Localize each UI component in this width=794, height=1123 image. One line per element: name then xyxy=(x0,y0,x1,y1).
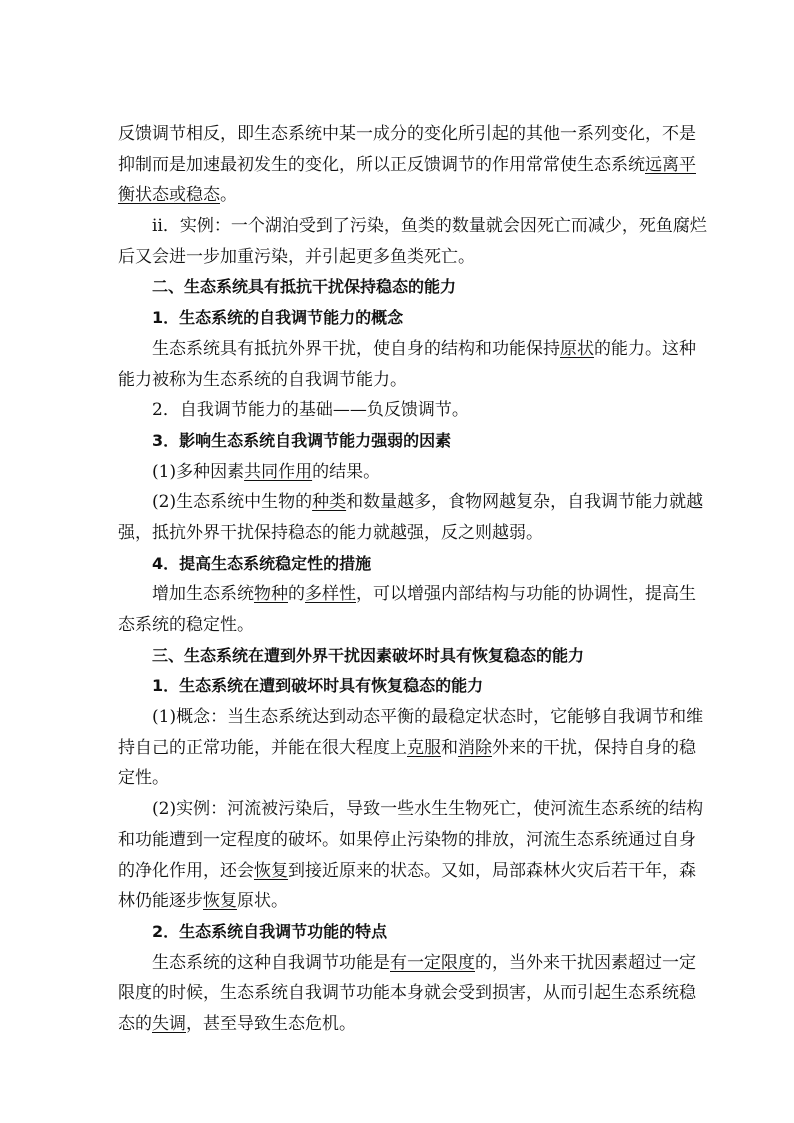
text-run: ⅱ．实例：一个湖泊受到了污染，鱼类的数量就会因死亡而减少，死鱼腐烂 xyxy=(152,216,707,237)
text-run: 。 xyxy=(220,185,237,206)
text-run: 的能力。这种 xyxy=(594,338,696,359)
text-run: 三、生态系统在遭到外界干扰因素破坏时具有恢复稳态的能力 xyxy=(152,645,585,665)
text-run: 二、生态系统具有抵抗干扰保持稳态的能力 xyxy=(152,277,457,297)
text-line xyxy=(118,518,676,549)
underlined-term: 恢复 xyxy=(203,891,237,912)
section-heading xyxy=(118,303,676,334)
text-run: 能力被称为生态系统的自我调节能力。 xyxy=(118,369,407,390)
text-run: 4．提高生态系统稳定性的措施 xyxy=(152,553,372,573)
text-run: 增加生态系统 xyxy=(152,584,254,605)
section-heading xyxy=(118,549,676,580)
underlined-term: 衡状态或稳态 xyxy=(118,185,220,206)
text-line xyxy=(118,886,676,917)
text-run: 和数量越多，食物网越复杂，自我调节能力就越 xyxy=(346,492,704,513)
text-run: 的 xyxy=(288,584,305,605)
underlined-term: 克服 xyxy=(407,737,441,758)
text-run: 3．影响生态系统自我调节能力强弱的因素 xyxy=(152,430,452,450)
text-run: (1)多种因素 xyxy=(152,461,245,482)
text-run: 林仍能逐步 xyxy=(118,891,203,912)
text-line xyxy=(118,1009,676,1040)
text-line xyxy=(118,395,676,426)
text-line xyxy=(118,763,676,794)
text-line xyxy=(118,948,696,979)
text-run: (1)概念：当生态系统达到动态平衡的最稳定状态时，它能够自我调节和维 xyxy=(152,707,704,728)
text-run: 1．生态系统在遭到破坏时具有恢复稳态的能力 xyxy=(152,676,484,696)
underlined-term: 原状 xyxy=(560,338,594,359)
text-run: 反馈调节相反，即生态系统中某一成分的变化所引起的其他一系列变化，不是 xyxy=(118,124,696,144)
underlined-term: 远离平 xyxy=(645,154,696,175)
text-run: 和 xyxy=(441,737,458,758)
underlined-term: 有一定限度 xyxy=(390,952,475,973)
text-run: 的净化作用，还会 xyxy=(118,860,254,881)
text-line xyxy=(118,579,696,610)
text-run: 2．自我调节能力的基础——负反馈调节。 xyxy=(152,400,469,421)
underlined-term: 恢复 xyxy=(254,860,288,881)
text-run: 持自己的正常功能，并能在很大程度上 xyxy=(118,737,407,758)
text-run: 原状。 xyxy=(237,891,288,912)
underlined-term: 共同作用 xyxy=(244,461,313,482)
text-line xyxy=(118,702,704,733)
underlined-term: 多样性 xyxy=(305,584,356,605)
text-line xyxy=(118,457,676,488)
text-line xyxy=(118,119,696,150)
text-line xyxy=(118,978,696,1009)
text-line xyxy=(118,334,696,365)
text-run: 生态系统的这种自我调节功能是 xyxy=(152,952,390,973)
text-line xyxy=(118,856,696,887)
text-run: ，甚至导致生态危机。 xyxy=(186,1013,356,1034)
text-line xyxy=(118,365,676,396)
text-line xyxy=(118,794,704,825)
text-run: 限度的时候，生态系统自我调节功能本身就会受到损害，从而引起生态系统稳 xyxy=(118,983,696,1004)
text-line xyxy=(118,180,676,211)
underlined-term: 消除 xyxy=(458,737,492,758)
text-run: 态系统的稳定性。 xyxy=(118,615,254,635)
text-run: 生态系统具有抵抗外界干扰，使自身的结构和功能保持 xyxy=(152,338,560,359)
text-line xyxy=(118,211,707,242)
text-run: 外来的干扰，保持自身的稳 xyxy=(492,737,696,758)
text-run: (2)实例：河流被污染后，导致一些水生生物死亡，使河流生态系统的结构 xyxy=(152,799,704,820)
text-run: 后又会进一步加重污染，并引起更多鱼类死亡。 xyxy=(118,246,475,267)
text-run: 的，当外来干扰因素超过一定 xyxy=(475,952,696,973)
underlined-term: 物种 xyxy=(254,584,288,605)
text-line xyxy=(118,242,676,273)
section-heading xyxy=(118,426,676,457)
text-run: 定性。 xyxy=(118,768,169,789)
text-run: 2．生态系统自我调节功能的特点 xyxy=(152,921,388,941)
text-run: ，可以增强内部结构与功能的协调性，提高生 xyxy=(356,584,696,605)
text-line xyxy=(118,487,704,518)
section-heading xyxy=(118,641,676,672)
text-run: 和功能遭到一定程度的破坏。如果停止污染物的排放，河流生态系统通过自身 xyxy=(118,829,696,850)
text-line xyxy=(118,150,696,181)
text-line xyxy=(118,825,696,856)
section-heading xyxy=(118,917,676,948)
section-heading xyxy=(118,272,676,303)
text-line xyxy=(118,733,696,764)
text-run: 1．生态系统的自我调节能力的概念 xyxy=(152,308,404,328)
text-run: 态的 xyxy=(118,1013,152,1034)
underlined-term: 失调 xyxy=(152,1013,186,1034)
text-line xyxy=(118,610,676,641)
text-run: 强，抵抗外界干扰保持稳态的能力就越强，反之则越弱。 xyxy=(118,522,543,543)
text-run: (2)生态系统中生物的 xyxy=(152,492,313,513)
text-run: 到接近原来的状态。又如，局部森林火灾后若干年，森 xyxy=(288,860,696,881)
text-run: 抑制而是加速最初发生的变化，所以正反馈调节的作用常常使生态系统 xyxy=(118,154,645,175)
underlined-term: 种类 xyxy=(312,492,347,513)
section-heading xyxy=(118,671,676,702)
text-run: 的结果。 xyxy=(312,461,381,482)
